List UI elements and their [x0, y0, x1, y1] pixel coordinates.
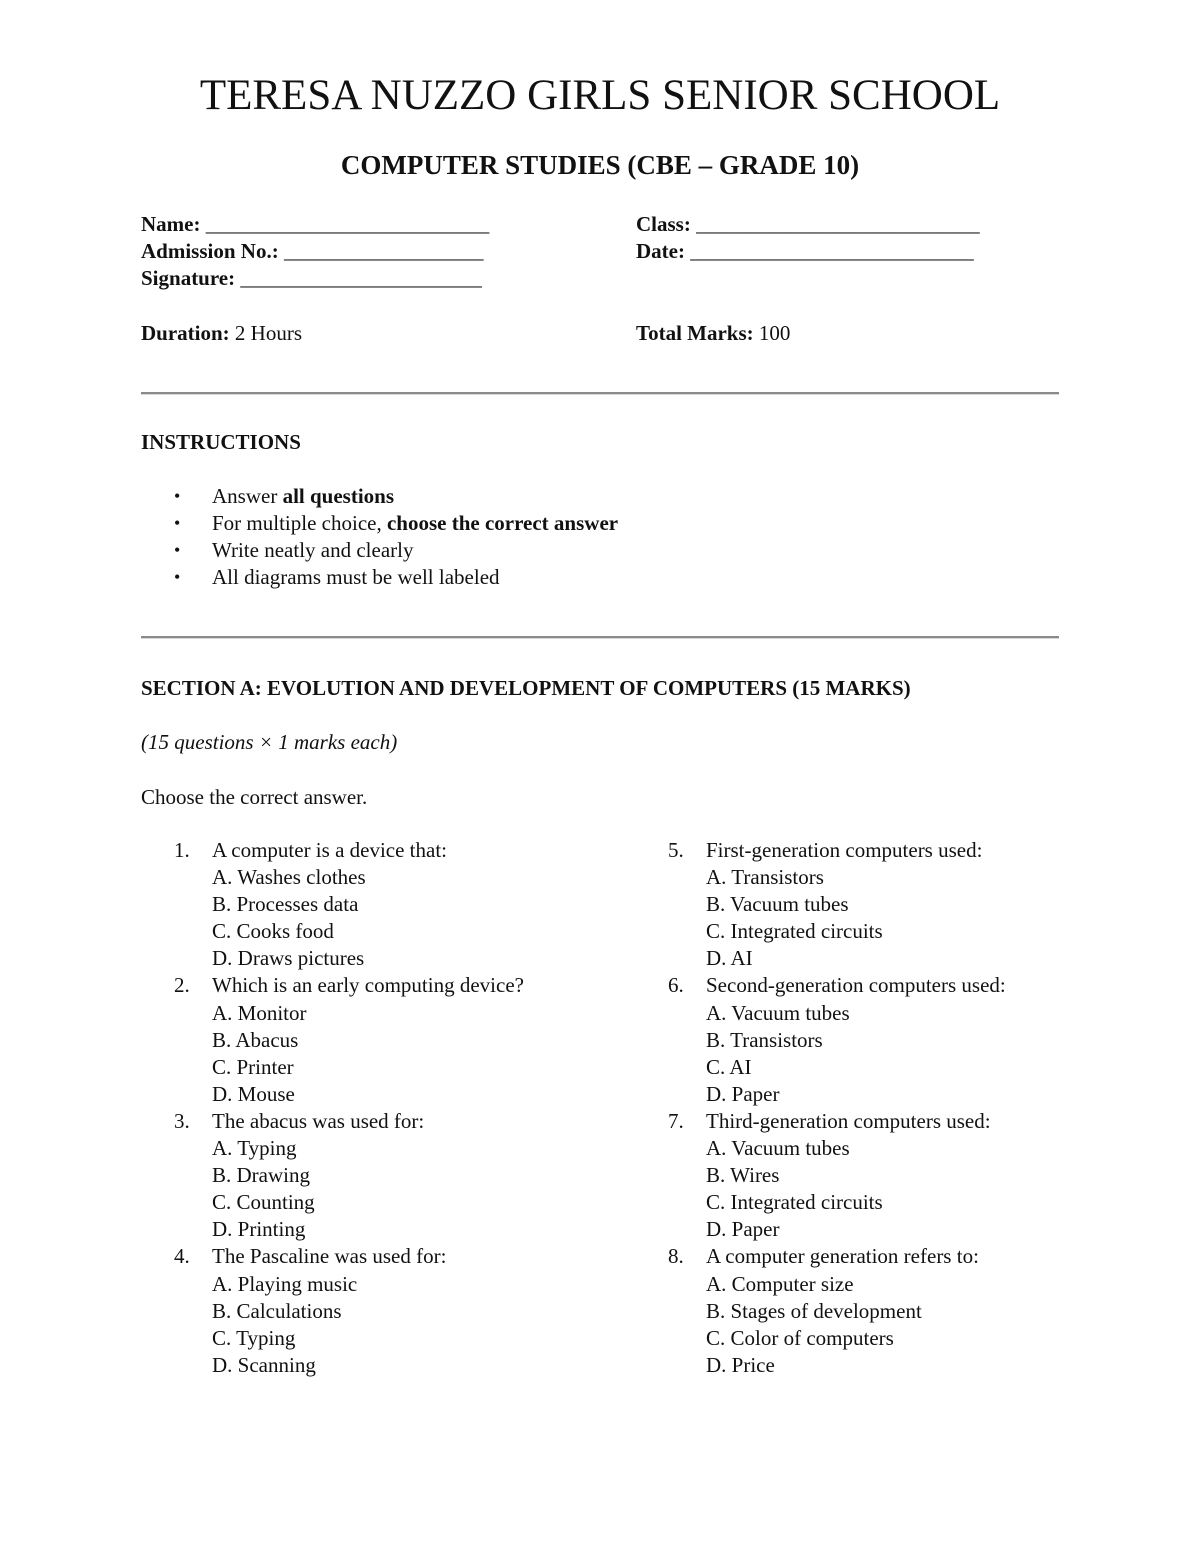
bullet-icon: • — [174, 567, 181, 587]
divider — [141, 392, 1059, 394]
option-c[interactable]: C. Typing — [212, 1325, 296, 1350]
question-2: 2. Which is an early computing device? A. Monitor B. Abacus C. Printer D. Mouse — [141, 972, 591, 1107]
question-8: 8. A computer generation refers to: A. Computer size B. Stages of development C. Color of computers D. Price — [635, 1243, 1085, 1378]
subject-title: COMPUTER STUDIES (CBE – GRADE 10) — [340, 150, 860, 180]
bullet-icon: • — [174, 486, 181, 506]
duration-field — [141, 320, 302, 347]
admission-blank[interactable]: ___________________ — [283, 239, 484, 263]
instructions-list — [141, 483, 618, 591]
total-marks-label: Total Marks: — [636, 321, 754, 345]
option-a[interactable]: A. Monitor — [212, 1000, 307, 1025]
name-label: Name: — [141, 212, 201, 236]
option-b[interactable]: B. Calculations — [212, 1298, 342, 1323]
question-4: 4. The Pascaline was used for: A. Playing music B. Calculations C. Typing D. Scanning — [141, 1243, 591, 1378]
option-d[interactable]: D. Printing — [212, 1217, 306, 1242]
questions-column-right — [635, 837, 1085, 1379]
date-blank[interactable]: ___________________________ — [690, 239, 974, 263]
option-d[interactable]: D. Draws pictures — [212, 946, 365, 971]
option-a[interactable]: A. Vacuum tubes — [706, 1136, 850, 1161]
instructions-title: INSTRUCTIONS — [141, 430, 301, 454]
option-d[interactable]: D. Scanning — [212, 1352, 316, 1377]
option-d[interactable]: D. Price — [706, 1352, 775, 1377]
duration-value: 2 Hours — [234, 321, 303, 345]
instruction-item: • Write neatly and clearly — [174, 538, 414, 562]
date-field — [636, 238, 974, 265]
option-a[interactable]: A. Washes clothes — [212, 865, 366, 890]
option-c[interactable]: C. Printer — [212, 1054, 294, 1079]
option-b[interactable]: B. Wires — [706, 1163, 780, 1188]
signature-label: Signature: — [141, 266, 236, 290]
option-c[interactable]: C. Cooks food — [212, 919, 334, 944]
class-field — [636, 211, 980, 238]
option-b[interactable]: B. Vacuum tubes — [706, 892, 849, 917]
instruction-item: • Answer all questions — [174, 484, 395, 508]
signature-field — [141, 265, 482, 292]
option-d[interactable]: D. Mouse — [212, 1081, 295, 1106]
name-field — [141, 211, 489, 238]
option-b[interactable]: B. Drawing — [212, 1163, 310, 1188]
question-6: 6. Second-generation computers used: A. Vacuum tubes B. Transistors C. AI D. Paper — [635, 972, 1085, 1107]
section-a-title: SECTION A: EVOLUTION AND DEVELOPMENT OF COMPUTERS (15 MARKS) — [141, 676, 911, 700]
option-d[interactable]: D. AI — [706, 946, 753, 971]
option-b[interactable]: B. Stages of development — [706, 1298, 922, 1323]
date-label: Date: — [636, 239, 685, 263]
bullet-icon: • — [174, 540, 181, 560]
option-d[interactable]: D. Paper — [706, 1081, 780, 1106]
option-c[interactable]: C. Color of computers — [706, 1325, 894, 1350]
option-a[interactable]: A. Typing — [212, 1136, 297, 1161]
option-a[interactable]: A. Playing music — [212, 1271, 358, 1296]
option-b[interactable]: B. Processes data — [212, 892, 359, 917]
option-a[interactable]: A. Computer size — [706, 1271, 854, 1296]
signature-blank[interactable]: _______________________ — [240, 266, 482, 290]
option-d[interactable]: D. Paper — [706, 1217, 780, 1242]
bullet-icon: • — [174, 513, 181, 533]
option-b[interactable]: B. Transistors — [706, 1027, 823, 1052]
option-c[interactable]: C. AI — [706, 1054, 752, 1079]
admission-label: Admission No.: — [141, 239, 279, 263]
divider — [141, 636, 1059, 638]
option-a[interactable]: A. Transistors — [706, 865, 824, 890]
question-5: 5. First-generation computers used: A. Transistors B. Vacuum tubes C. Integrated circuits D. AI — [635, 837, 1085, 972]
instruction-item: • For multiple choice, choose the correct answer — [174, 511, 619, 535]
questions-column-left — [141, 837, 591, 1379]
school-name: TERESA NUZZO GIRLS SENIOR SCHOOL — [199, 72, 1001, 119]
class-blank[interactable]: ___________________________ — [696, 212, 980, 236]
duration-label: Duration: — [141, 321, 230, 345]
class-label: Class: — [636, 212, 691, 236]
section-a-prompt: Choose the correct answer. — [141, 785, 368, 809]
question-3: 3. The abacus was used for: A. Typing B. Drawing C. Counting D. Printing — [141, 1108, 591, 1243]
question-1: 1. A computer is a device that: A. Washes clothes B. Processes data C. Cooks food D. Draws pictures — [141, 837, 591, 972]
name-blank[interactable]: ___________________________ — [205, 212, 490, 236]
total-marks-value: 100 — [758, 321, 791, 345]
option-c[interactable]: C. Integrated circuits — [706, 1190, 883, 1215]
instruction-item: • All diagrams must be well labeled — [174, 565, 500, 589]
option-c[interactable]: C. Counting — [212, 1190, 315, 1215]
total-marks-field — [636, 320, 790, 347]
option-b[interactable]: B. Abacus — [212, 1027, 299, 1052]
option-c[interactable]: C. Integrated circuits — [706, 919, 883, 944]
admission-field — [141, 238, 483, 265]
section-a-marks-note: (15 questions × 1 marks each) — [141, 730, 398, 754]
question-7: 7. Third-generation computers used: A. Vacuum tubes B. Wires C. Integrated circuits D. Paper — [635, 1108, 1085, 1243]
option-a[interactable]: A. Vacuum tubes — [706, 1000, 850, 1025]
